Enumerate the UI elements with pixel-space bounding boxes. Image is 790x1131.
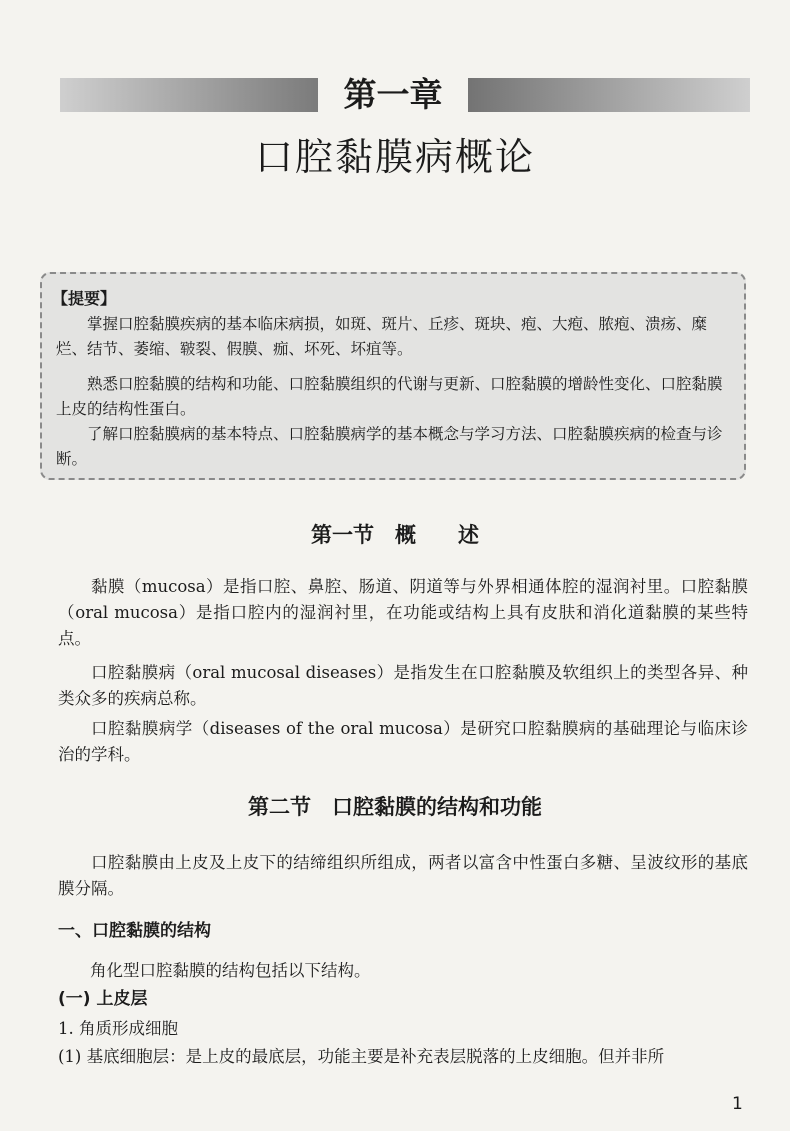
summary-box <box>40 272 746 480</box>
body-paragraph-structure-intro: 口腔黏膜由上皮及上皮下的结缔组织所组成，两者以富含中性蛋白多糖、呈波纹形的基底膜分隔。 <box>58 853 748 898</box>
section-title-structure-function: 第二节 口腔黏膜的结构和功能 <box>248 794 542 819</box>
text-basal-layer: (1) 基底细胞层：是上皮的最底层，功能主要是补充表层脱落的上皮细胞。但并非所 <box>58 1047 665 1066</box>
text-keratinocytes: 1. 角质形成细胞 <box>58 1019 178 1038</box>
heading-oral-mucosa-structure: 一、口腔黏膜的结构 <box>58 921 211 941</box>
summary-paragraph-familiar: 熟悉口腔黏膜的结构和功能、口腔黏膜组织的代谢与更新、口腔黏膜的增龄性变化、口腔黏膜上皮的结构性蛋白。 <box>56 375 723 418</box>
heading-epithelium: (一) 上皮层 <box>58 989 148 1009</box>
body-paragraph-mucosa: 黏膜（mucosa）是指口腔、鼻腔、肠道、阴道等与外界相通体腔的湿润衬里。口腔黏膜（oral mucosa）是指口腔内的湿润衬里，在功能或结构上具有皮肤和消化道黏膜的某些特点。 <box>58 577 748 648</box>
body-paragraph-discipline: 口腔黏膜病学（diseases of the oral mucosa）是研究口腔黏膜病的基础理论与临床诊治的学科。 <box>58 719 748 764</box>
section-title-overview: 第一节 概 述 <box>311 522 479 547</box>
summary-paragraph-understand: 了解口腔黏膜病的基本特点、口腔黏膜病学的基本概念与学习方法、口腔黏膜疾病的检查与诊断。 <box>56 425 723 468</box>
summary-tag: 【提要】 <box>52 289 117 308</box>
page-number: 1 <box>732 1094 743 1114</box>
summary-paragraph-master: 掌握口腔黏膜疾病的基本临床病损，如斑、斑片、丘疹、斑块、疱、大疱、脓疱、溃疡、糜烂、结节、萎缩、皲裂、假膜、痂、坏死、坏疽等。 <box>56 315 708 358</box>
chapter-title: 口腔黏膜病概论 <box>254 135 535 179</box>
text-keratinized-structure: 角化型口腔黏膜的结构包括以下结构。 <box>90 961 371 980</box>
chapter-label: 第一章 <box>318 72 468 118</box>
body-paragraph-oral-mucosal-diseases: 口腔黏膜病（oral mucosal diseases）是指发生在口腔黏膜及软组织上的类型各异、种类众多的疾病总称。 <box>58 663 748 708</box>
